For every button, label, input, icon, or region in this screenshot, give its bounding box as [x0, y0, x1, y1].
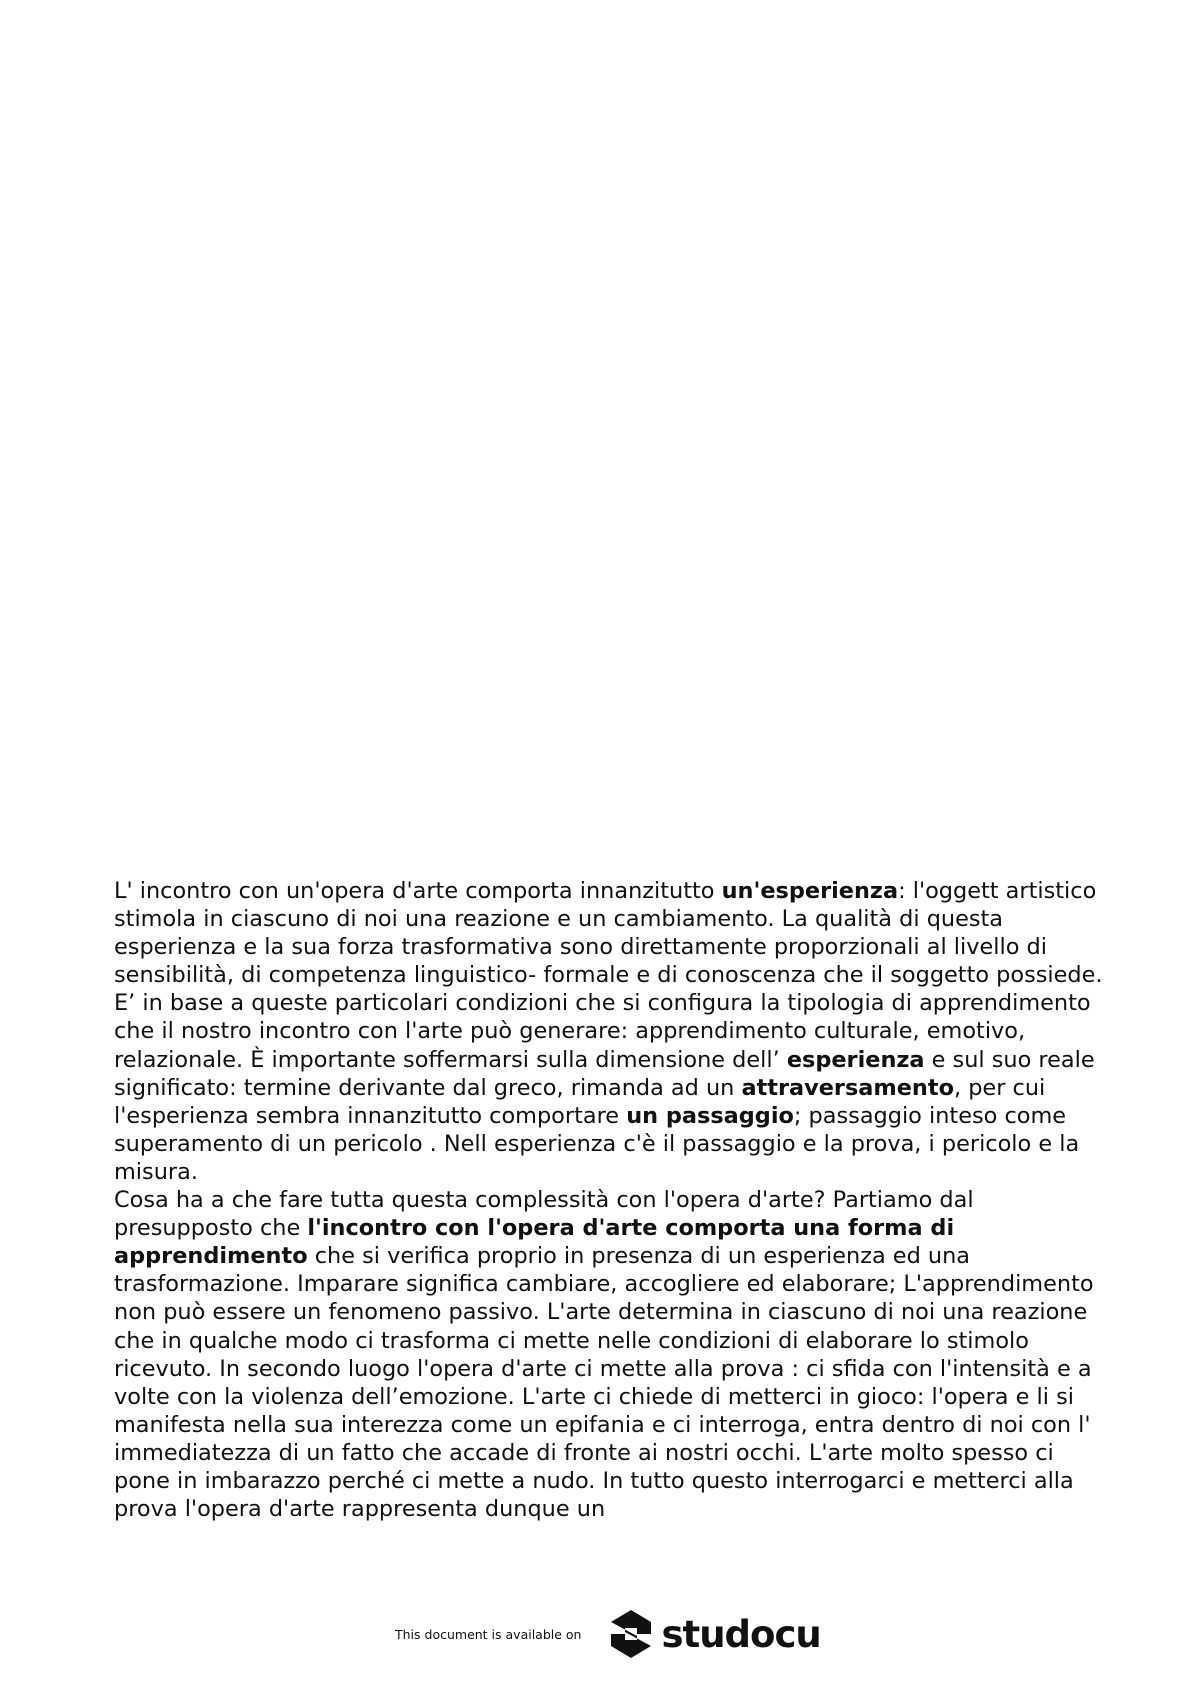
bold-term: l'incontro con l'opera d'arte comporta una forma di apprendimento	[114, 1215, 955, 1270]
paragraph	[114, 877, 1104, 1186]
footer-banner	[395, 1606, 821, 1662]
bold-term: un passaggio	[626, 1102, 794, 1129]
bold-term: un'esperienza	[721, 878, 899, 904]
document-body	[114, 877, 1104, 1523]
studocu-wordmark: studocu	[661, 1612, 821, 1656]
text-run: L' incontro con un'opera d'arte comporta innanzitutto	[114, 878, 722, 904]
studocu-logo-icon	[607, 1608, 655, 1660]
studocu-brand-link[interactable]	[607, 1608, 820, 1660]
availability-note: This document is available on	[395, 1626, 582, 1642]
paragraph	[114, 1186, 1104, 1523]
text-run: ; passaggio inteso come superamento di un pericolo . Nell esperienza c'è il passaggio e la prova, i pericolo e la misura.	[114, 1102, 1080, 1185]
text-run: Cosa ha a che fare tutta questa complessità con l'opera d'arte? Partiamo dal presupposto che	[114, 1187, 974, 1242]
bold-term: attraversamento	[741, 1074, 954, 1101]
text-run: che si verifica proprio in presenza di un esperienza ed una trasformazione. Imparare significa cambiare, accogliere ed elaborare; L'apprendimento non può essere un fenomeno passivo. L'arte determina in ciascuno di noi una reazione che in qualche modo ci trasforma ci mette nelle condizioni di elaborare lo stimolo ricevuto. In secondo luogo l'opera d'arte ci mette alla prova : ci sfida con l'intensità e a volte con la violenza dell’emozione. L'arte ci chiede di metterci in gioco: l'opera e li si manifesta nella sua interezza come un epifania e ci interroga, entra dentro di noi con l' immediatezza di un fatto che accade di fronte ai nostri occhi. L'arte molto spesso ci pone in imbarazzo perché ci mette a nudo. In tutto questo interrogarci e metterci alla prova l'opera d'arte rappresenta dunque un	[114, 1243, 1094, 1523]
text-run: , per cui l'esperienza sembra innanzitutto comportare	[114, 1074, 1046, 1129]
text-run: : l'oggett artistico stimola in ciascuno di noi una reazione e un cambiamento. La qualità di questa esperienza e la sua forza trasformativa sono direttamente proporzionali al livello di sensibilità, di competenza linguistico- formale e di conoscenza che il soggetto possiede. E’ in base a queste particolari condizioni che si configura la tipologia di apprendimento che il nostro incontro con l'arte può generare: apprendimento culturale, emotivo, relazionale. È importante soffermarsi sulla dimensione dell’	[114, 878, 1103, 1073]
bold-term: esperienza	[786, 1046, 925, 1073]
text-run: e sul suo reale significato: termine derivante dal greco, rimanda ad un	[114, 1046, 1095, 1101]
